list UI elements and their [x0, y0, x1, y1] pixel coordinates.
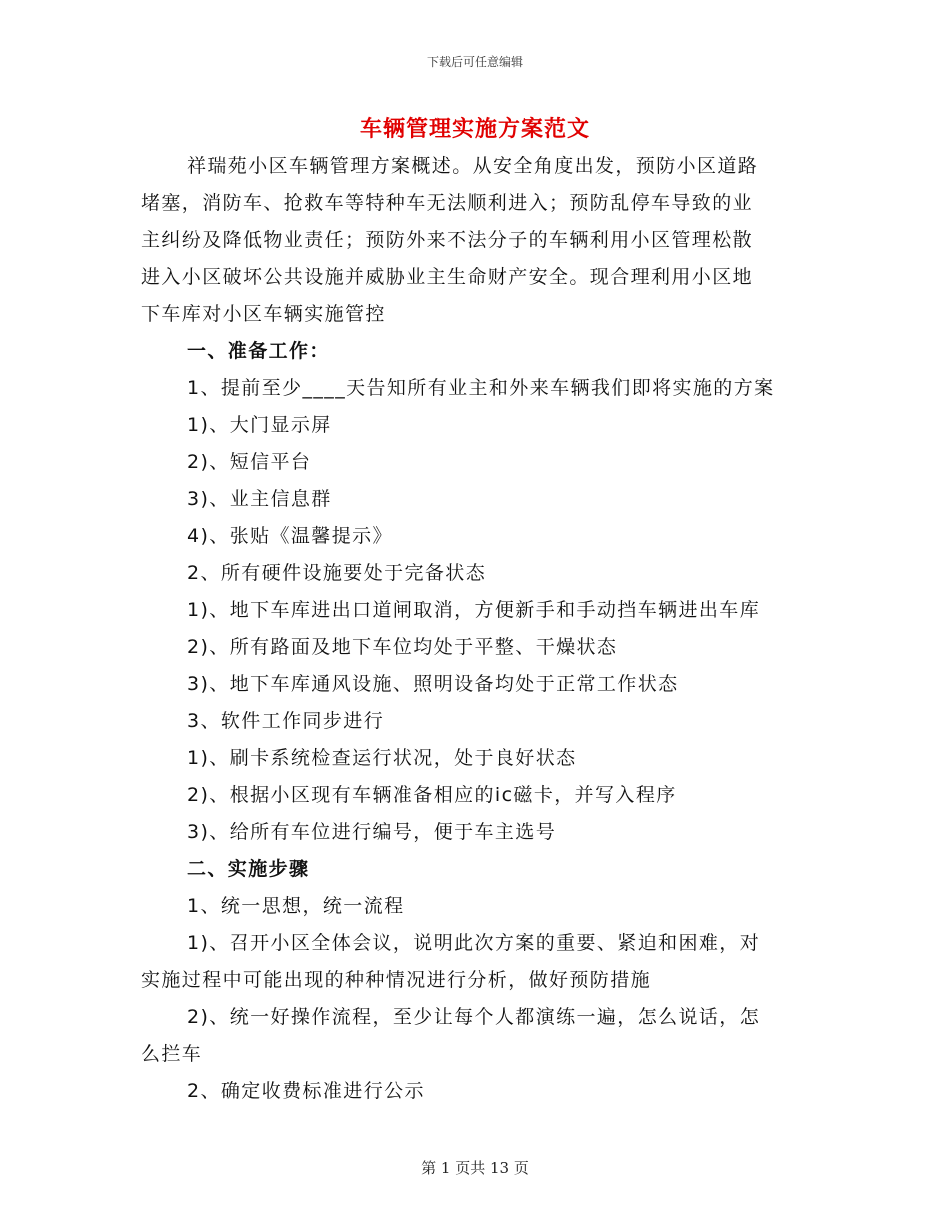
paragraph-line: 堵塞，消防车、抢救车等特种车无法顺利进入；预防乱停车导致的业 [141, 192, 754, 214]
list-item-continuation: 么拦车 [141, 1043, 203, 1065]
header-note: 下载后可任意编辑 [426, 55, 523, 69]
subsection-heading: 3、软件工作同步进行 [187, 710, 385, 732]
list-item: 1)、刷卡系统检查运行状况，处于良好状态 [187, 747, 577, 769]
paragraph-line: 祥瑞苑小区车辆管理方案概述。从安全角度出发，预防小区道路 [187, 155, 759, 177]
list-item: 4)、张贴《温馨提示》 [187, 525, 393, 547]
paragraph-line: 下车库对小区车辆实施管控 [141, 303, 386, 325]
subsection-heading: 2、确定收费标准进行公示 [187, 1080, 425, 1102]
list-item-continuation: 实施过程中可能出现的种种情况进行分析，做好预防措施 [141, 969, 652, 991]
list-item: 1)、地下车库进出口道闸取消，方便新手和手动挡车辆进出车库 [187, 599, 761, 621]
document-body [141, 148, 809, 1110]
list-item: 1)、大门显示屏 [187, 414, 332, 436]
subsection-heading: 1、统一思想，统一流程 [187, 895, 405, 917]
paragraph-line: 主纠纷及降低物业责任；预防外来不法分子的车辆利用小区管理松散 [141, 229, 754, 251]
subsection-heading: 2、所有硬件设施要处于完备状态 [187, 562, 487, 584]
list-item: 3)、给所有车位进行编号，便于车主选号 [187, 821, 557, 843]
list-item: 3)、业主信息群 [187, 488, 332, 510]
section-heading: 二、实施步骤 [187, 858, 310, 880]
list-item: 2)、统一好操作流程，至少让每个人都演练一遍，怎么说话，怎 [187, 1006, 761, 1028]
subsection-heading: 1、提前至少____天告知所有业主和外来车辆我们即将实施的方案 [187, 377, 775, 399]
list-item: 2)、根据小区现有车辆准备相应的ic磁卡，并写入程序 [187, 784, 677, 806]
page-number: 第 1 页共 13 页 [421, 1159, 529, 1177]
list-item: 2)、短信平台 [187, 451, 312, 473]
list-item: 1)、召开小区全体会议，说明此次方案的重要、紧迫和困难，对 [187, 932, 761, 954]
document-title: 车辆管理实施方案范文 [359, 117, 590, 142]
list-item: 3)、地下车库通风设施、照明设备均处于正常工作状态 [187, 673, 679, 695]
section-heading: 一、准备工作： [187, 340, 330, 362]
paragraph-line: 进入小区破坏公共设施并威胁业主生命财产安全。现合理利用小区地 [141, 266, 754, 288]
list-item: 2)、所有路面及地下车位均处于平整、干燥状态 [187, 636, 618, 658]
